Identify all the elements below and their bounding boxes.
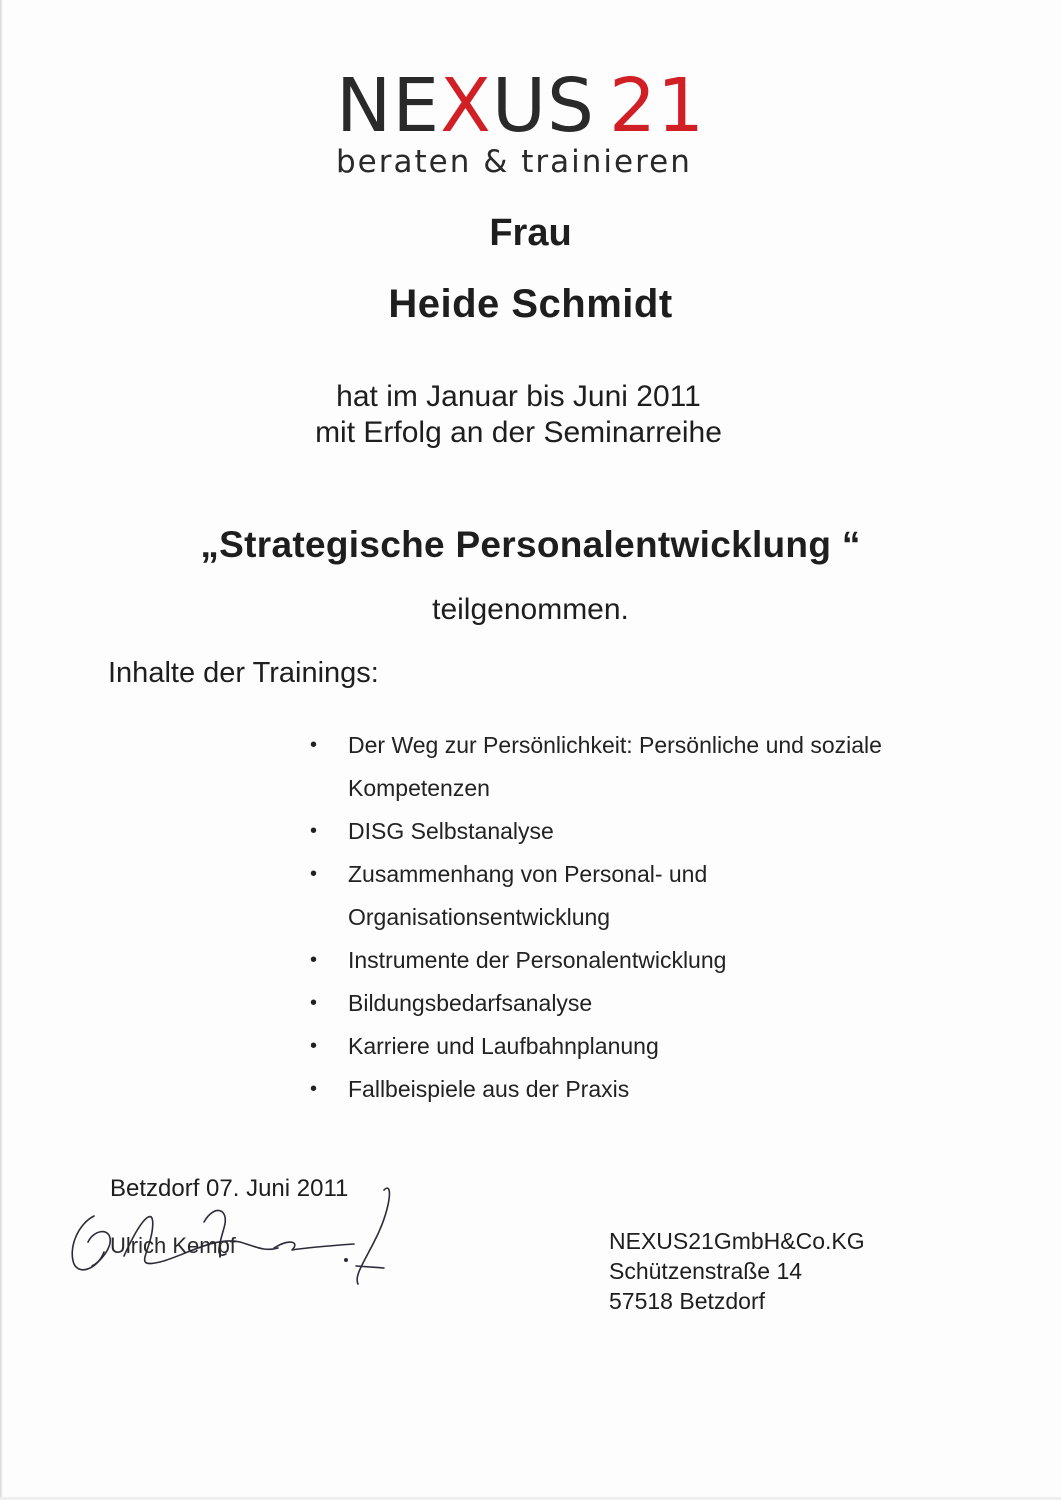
list-item [306, 1025, 946, 1068]
company-name: NEXUS21GmbH&Co.KG [609, 1228, 865, 1254]
participation-text: teilgenommen. [432, 593, 629, 626]
logo-word-pre: NE [336, 63, 441, 149]
list-item [306, 853, 946, 939]
topic-line: Der Weg zur Persönlichkeit: Persönliche und soziale [348, 732, 882, 758]
company-city: 57518 Betzdorf [609, 1288, 766, 1314]
logo-word-number: 21 [608, 63, 706, 149]
topic-line: Fallbeispiele aus der Praxis [348, 1076, 630, 1102]
topic-line: Bildungsbedarfsanalyse [348, 990, 593, 1016]
list-item [306, 810, 946, 853]
nexus21-logo [336, 62, 716, 182]
seminar-title: „Strategische Personalentwicklung “ [200, 524, 861, 565]
contents-heading: Inhalte der Trainings: [108, 657, 379, 689]
list-item [306, 724, 946, 810]
bullet-icon: • [310, 949, 318, 971]
logo-wordmark [336, 62, 705, 150]
place-date: Betzdorf 07. Juni 2011 [110, 1175, 349, 1202]
bullet-icon: • [310, 1035, 318, 1057]
logo-word-x: X [440, 63, 492, 149]
signer-name: Ulrich Kempf [110, 1233, 236, 1258]
topic-line: Zusammenhang von Personal- und [348, 861, 708, 887]
list-item [306, 939, 946, 982]
list-item [306, 1068, 946, 1111]
bullet-icon: • [310, 734, 318, 756]
recipient-salutation: Frau [489, 212, 572, 254]
handwritten-signature [64, 1172, 404, 1292]
bullet-icon: • [310, 992, 318, 1014]
topic-line: Karriere und Laufbahnplanung [348, 1033, 659, 1059]
company-street: Schützenstraße 14 [609, 1258, 803, 1284]
list-item [306, 982, 946, 1025]
topic-line-continued: Kompetenzen [348, 775, 490, 801]
intro-line-1: hat im Januar bis Juni 2011 [336, 380, 701, 413]
topic-line-continued: Organisationsentwicklung [348, 904, 611, 930]
logo-tagline: beraten & trainieren [336, 144, 692, 180]
bullet-icon: • [310, 863, 318, 885]
bullet-icon: • [310, 1078, 318, 1100]
intro-line-2: mit Erfolg an der Seminarreihe [315, 416, 722, 449]
topic-line: DISG Selbstanalyse [348, 818, 554, 844]
topic-line: Instrumente der Personalentwicklung [348, 947, 727, 973]
logo-word-post: US [491, 63, 595, 149]
company-address [609, 1226, 865, 1316]
bullet-icon: • [310, 820, 318, 842]
topics-list [306, 724, 946, 1111]
recipient-name: Heide Schmidt [388, 282, 673, 326]
